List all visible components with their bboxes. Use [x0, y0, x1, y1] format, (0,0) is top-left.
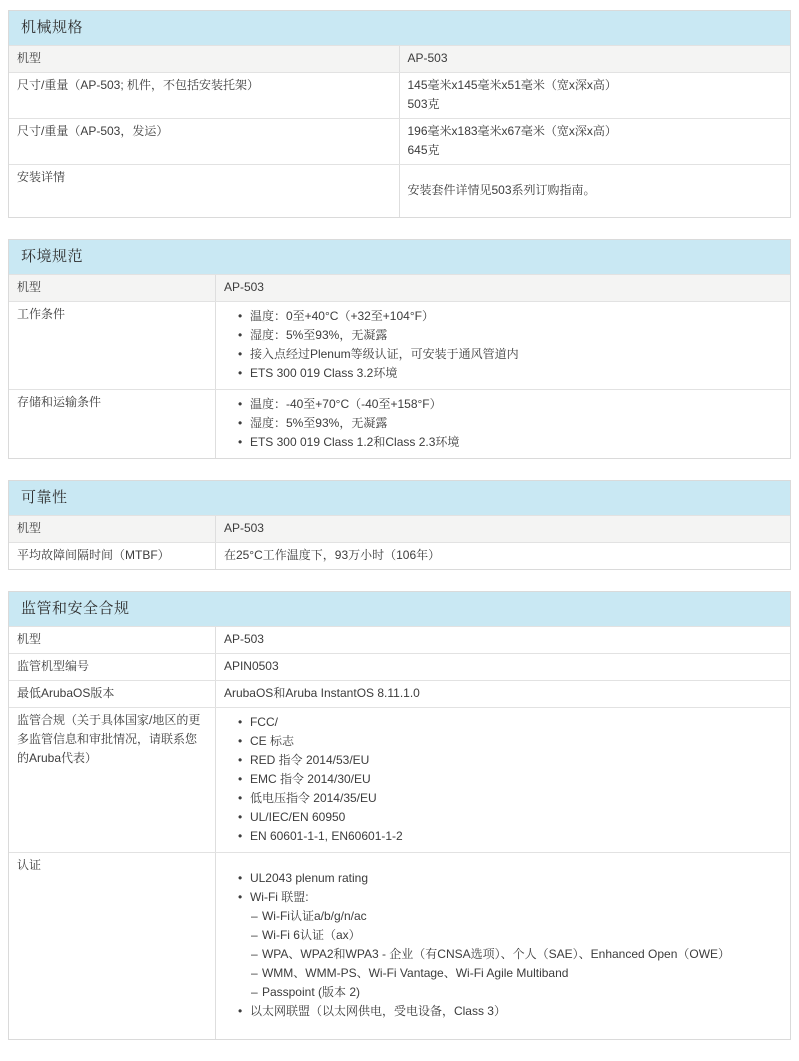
- sub-bullet-item: [251, 945, 782, 964]
- bullet-marker: •: [237, 309, 243, 323]
- dash-marker: –: [250, 966, 258, 980]
- row-value: [216, 543, 790, 569]
- bullet-item: [238, 326, 782, 345]
- section-title: 机械规格: [9, 11, 790, 45]
- bullet-item: [238, 713, 782, 732]
- value-line: 503克: [407, 97, 440, 111]
- bullet-text: 以太网联盟（以太网供电，受电设备，Class 3）: [249, 1004, 506, 1018]
- table-row: [9, 72, 790, 118]
- row-value: [216, 708, 790, 852]
- row-value: [400, 119, 791, 164]
- bullet-text: FCC/: [249, 715, 278, 729]
- bullet-text: CE 标志: [249, 734, 294, 748]
- row-label: 认证: [9, 853, 216, 1039]
- bullet-text: WMM、WMM-PS、Wi-Fi Vantage、Wi-Fi Agile Multiband: [261, 966, 569, 980]
- table-row: [9, 515, 790, 542]
- bullet-text: Passpoint (版本 2): [261, 985, 360, 999]
- bullet-item: [238, 345, 782, 364]
- spec-document: [8, 10, 791, 1040]
- section-reliability: [8, 480, 791, 570]
- section-title: 环境规范: [9, 240, 790, 274]
- table-row: [9, 653, 790, 680]
- bullet-marker: •: [237, 890, 243, 904]
- row-label: 机型: [9, 516, 216, 542]
- row-label: 存储和运输条件: [9, 390, 216, 458]
- table-row: [9, 542, 790, 569]
- row-value: [216, 390, 790, 458]
- bullet-marker: •: [237, 810, 243, 824]
- section-regulatory: [8, 591, 791, 1040]
- bullet-text: ETS 300 019 Class 1.2和Class 2.3环境: [249, 435, 460, 449]
- bullet-text: Wi-Fi 6认证（ax）: [261, 928, 361, 942]
- row-value: [216, 654, 790, 680]
- dash-marker: –: [250, 947, 258, 961]
- bullet-marker: •: [237, 753, 243, 767]
- row-value: [216, 681, 790, 707]
- table-row: [9, 389, 790, 458]
- bullet-item: [238, 808, 782, 827]
- bullet-item: [238, 732, 782, 751]
- value-line: AP-503: [223, 280, 264, 294]
- value-line: 645克: [407, 143, 440, 157]
- row-label: 机型: [9, 46, 400, 72]
- bullet-text: 接入点经过Plenum等级认证，可安装于通风管道内: [249, 347, 519, 361]
- bullet-marker: •: [237, 829, 243, 843]
- table-row: [9, 301, 790, 389]
- table-row: [9, 45, 790, 72]
- bullet-list: [224, 393, 782, 454]
- row-label: 机型: [9, 627, 216, 653]
- value-line: 196毫米x183毫米x67毫米（宽x深x高）: [407, 124, 617, 138]
- bullet-marker: •: [237, 435, 243, 449]
- bullet-list: [224, 305, 782, 385]
- bullet-marker: •: [237, 715, 243, 729]
- row-value: [216, 516, 790, 542]
- dash-marker: –: [250, 909, 258, 923]
- bullet-item: [238, 770, 782, 789]
- bullet-list: [224, 711, 782, 848]
- bullet-marker: •: [237, 397, 243, 411]
- sub-bullet-item: [251, 983, 782, 1002]
- table-row: [9, 707, 790, 852]
- bullet-text: UL2043 plenum rating: [249, 871, 369, 885]
- bullet-text: 湿度：5%至93%，无凝露: [249, 328, 388, 342]
- row-value: [216, 275, 790, 301]
- section-environmental: [8, 239, 791, 459]
- row-value: [400, 165, 791, 217]
- sub-bullet-item: [251, 926, 782, 945]
- bullet-marker: •: [237, 347, 243, 361]
- bullet-item: [238, 364, 782, 383]
- row-value: [216, 302, 790, 389]
- bullet-text: 低电压指令 2014/35/EU: [249, 791, 377, 805]
- sub-bullet-item: [251, 964, 782, 983]
- bullet-text: ETS 300 019 Class 3.2环境: [249, 366, 398, 380]
- bullet-text: EMC 指令 2014/30/EU: [249, 772, 371, 786]
- section-title: 可靠性: [9, 481, 790, 515]
- bullet-item: [238, 888, 782, 907]
- bullet-item: [238, 414, 782, 433]
- bullet-marker: •: [237, 416, 243, 430]
- bullet-marker: •: [237, 772, 243, 786]
- bullet-item: [238, 789, 782, 808]
- bullet-text: WPA、WPA2和WPA3 - 企业（有CNSA选项）、个人（SAE）、Enhanced Open（OWE）: [261, 947, 731, 961]
- row-label: 尺寸/重量（AP-503; 机件，不包括安装托架）: [9, 73, 400, 118]
- bullet-marker: •: [237, 1004, 243, 1018]
- row-value: [400, 73, 791, 118]
- bullet-text: UL/IEC/EN 60950: [249, 810, 346, 824]
- bullet-item: [238, 395, 782, 414]
- row-label: 机型: [9, 275, 216, 301]
- row-label: 平均故障间隔时间（MTBF）: [9, 543, 216, 569]
- dash-marker: –: [250, 928, 258, 942]
- value-line: APIN0503: [223, 659, 279, 673]
- row-value: [216, 853, 790, 1039]
- section-mechanical: [8, 10, 791, 218]
- value-line: 在25°C工作温度下，93万小时（106年）: [223, 548, 441, 562]
- bullet-text: EN 60601-1-1, EN60601-1-2: [249, 829, 403, 843]
- value-line: AP-503: [223, 632, 264, 646]
- table-row: [9, 626, 790, 653]
- table-row: [9, 118, 790, 164]
- bullet-text: RED 指令 2014/53/EU: [249, 753, 370, 767]
- bullet-item: [238, 751, 782, 770]
- bullet-item: [238, 869, 782, 888]
- bullet-item: [238, 827, 782, 846]
- bullet-item: [238, 307, 782, 326]
- bullet-marker: •: [237, 871, 243, 885]
- bullet-marker: •: [237, 328, 243, 342]
- value-line: ArubaOS和Aruba InstantOS 8.11.1.0: [223, 686, 420, 700]
- bullet-text: 湿度：5%至93%，无凝露: [249, 416, 388, 430]
- row-label: 监管合规（关于具体国家/地区的更多监管信息和审批情况，请联系您的Aruba代表）: [9, 708, 216, 852]
- value-line: AP-503: [223, 521, 264, 535]
- row-value: [400, 46, 791, 72]
- bullet-text: Wi-Fi认证a/b/g/n/ac: [261, 909, 367, 923]
- bullet-item: [238, 433, 782, 452]
- sub-bullet-item: [251, 907, 782, 926]
- table-row: [9, 274, 790, 301]
- row-label: 监管机型编号: [9, 654, 216, 680]
- bullet-text: Wi-Fi 联盟:: [249, 890, 309, 904]
- row-label: 尺寸/重量（AP-503，发运）: [9, 119, 400, 164]
- bullet-text: 温度：0至+40°C（+32至+104°F）: [249, 309, 434, 323]
- row-value: [216, 627, 790, 653]
- row-label: 安装详情: [9, 165, 400, 217]
- row-label: 最低ArubaOS版本: [9, 681, 216, 707]
- value-line: 145毫米x145毫米x51毫米（宽x深x高）: [407, 78, 617, 92]
- bullet-marker: •: [237, 366, 243, 380]
- table-row: [9, 164, 790, 217]
- bullet-marker: •: [237, 734, 243, 748]
- value-line: AP-503: [407, 51, 448, 65]
- row-label: 工作条件: [9, 302, 216, 389]
- bullet-item: [238, 1002, 782, 1021]
- dash-marker: –: [250, 985, 258, 999]
- bullet-marker: •: [237, 791, 243, 805]
- table-row: [9, 680, 790, 707]
- bullet-list: [224, 867, 782, 1023]
- bullet-text: 温度：-40至+70°C（-40至+158°F）: [249, 397, 442, 411]
- section-title: 监管和安全合规: [9, 592, 790, 626]
- table-row: [9, 852, 790, 1039]
- value-line: 安装套件详情见503系列订购指南。: [407, 183, 596, 197]
